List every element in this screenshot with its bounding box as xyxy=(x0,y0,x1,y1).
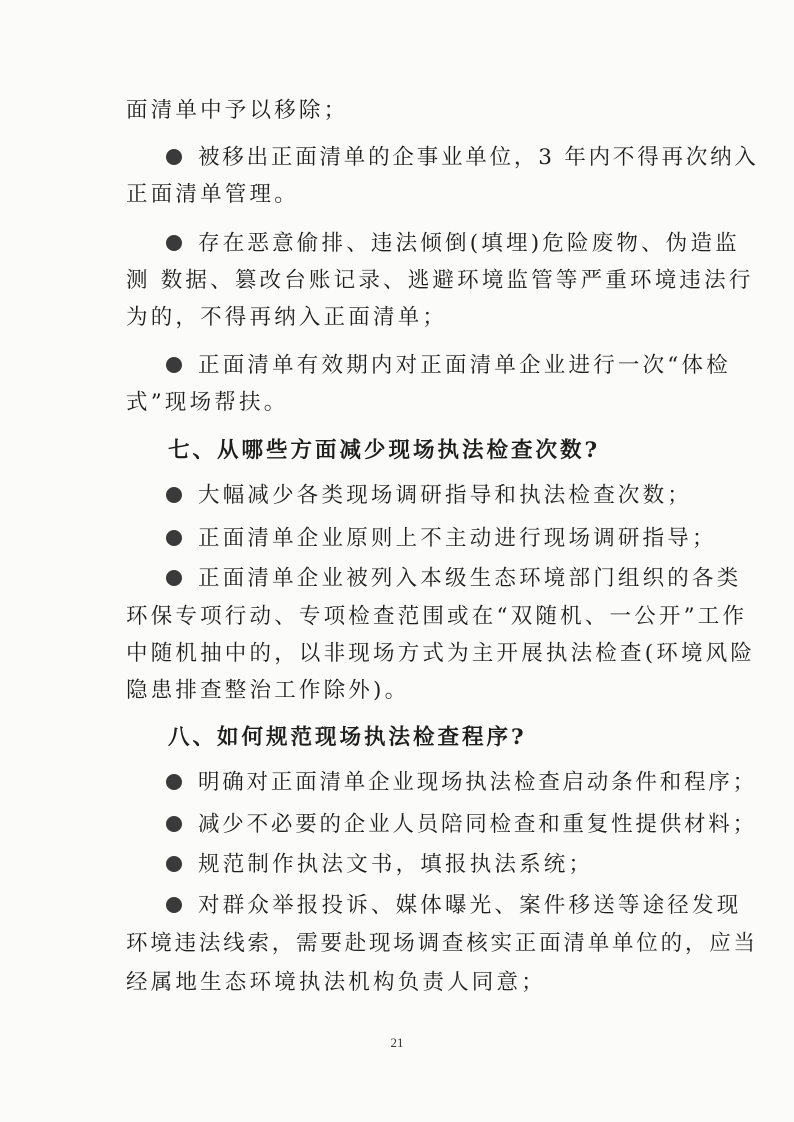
text-line xyxy=(126,266,754,296)
section-heading xyxy=(168,723,527,753)
line-text: 正面清单有效期内对正面清单企业进行一次“体检 xyxy=(198,353,731,378)
bullet-icon xyxy=(166,774,182,790)
text-line xyxy=(166,768,757,798)
line-text: 七、从哪些方面减少现场执法检查次数? xyxy=(168,438,601,463)
line-text: 明确对正面清单企业现场执法检查启动条件和程序； xyxy=(198,770,757,795)
section-heading xyxy=(168,436,600,466)
text-line xyxy=(126,968,546,998)
line-text: 经属地生态环境执法机构负责人同意； xyxy=(126,970,546,995)
line-text: 正面清单管理。 xyxy=(126,182,299,207)
text-line xyxy=(126,602,747,632)
line-text: 测 数据、篡改台账记录、逃避环境监管等严重环境违法行 xyxy=(126,268,754,293)
line-text: 存在恶意偷排、违法倾倒(填埋)危险废物、伪造监 xyxy=(198,231,740,256)
text-line xyxy=(166,481,692,511)
text-line xyxy=(166,143,759,173)
bullet-icon xyxy=(166,570,182,586)
text-line xyxy=(126,676,409,706)
line-text: 环境违法线索，需要赴现场调查核实正面清单单位的，应当 xyxy=(126,931,758,956)
line-text: 大幅减少各类现场调研指导和执法检查次数； xyxy=(198,483,693,508)
text-line xyxy=(166,850,593,880)
text-line xyxy=(126,929,758,959)
text-line xyxy=(166,564,741,594)
text-line xyxy=(166,891,741,921)
line-text: 隐患排查整治工作除外)。 xyxy=(126,678,410,703)
bullet-icon xyxy=(166,149,182,165)
line-text: 减少不必要的企业人员陪同检查和重复性提供材料； xyxy=(198,812,757,837)
text-line xyxy=(166,810,757,840)
bullet-icon xyxy=(166,235,182,251)
page-number: 21 xyxy=(390,1035,404,1050)
line-text: 正面清单企业原则上不主动进行现场调研指导； xyxy=(198,526,717,551)
line-text: 面清单中予以移除； xyxy=(126,98,349,123)
text-line xyxy=(126,639,755,669)
line-text: 对群众举报投诉、媒体曝光、案件移送等途径发现 xyxy=(198,893,742,918)
line-text: 八、如何规范现场执法检查程序? xyxy=(168,725,527,750)
text-line xyxy=(126,303,447,333)
line-text: 正面清单企业被列入本级生态环境部门组织的各类 xyxy=(198,566,742,591)
bullet-icon xyxy=(166,856,182,872)
line-text: 环保专项行动、专项检查范围或在“双随机、一公开”工作 xyxy=(126,604,748,629)
line-text: 中随机抽中的，以非现场方式为主开展执法检查(环境风险 xyxy=(126,641,756,666)
line-text: 被移出正面清单的企事业单位，3 年内不得再次纳入 xyxy=(198,145,759,170)
text-line xyxy=(126,96,348,126)
bullet-icon xyxy=(166,530,182,546)
bullet-icon xyxy=(166,897,182,913)
text-line xyxy=(166,351,731,381)
text-line xyxy=(166,229,740,259)
bullet-icon xyxy=(166,816,182,832)
text-line xyxy=(126,180,299,210)
bullet-icon xyxy=(166,487,182,503)
bullet-icon xyxy=(166,357,182,373)
text-line xyxy=(126,388,288,418)
line-text: 式”现场帮扶。 xyxy=(126,390,289,415)
line-text: 为的，不得再纳入正面清单； xyxy=(126,305,448,330)
text-line xyxy=(166,524,717,554)
line-text: 规范制作执法文书，填报执法系统； xyxy=(198,852,594,877)
